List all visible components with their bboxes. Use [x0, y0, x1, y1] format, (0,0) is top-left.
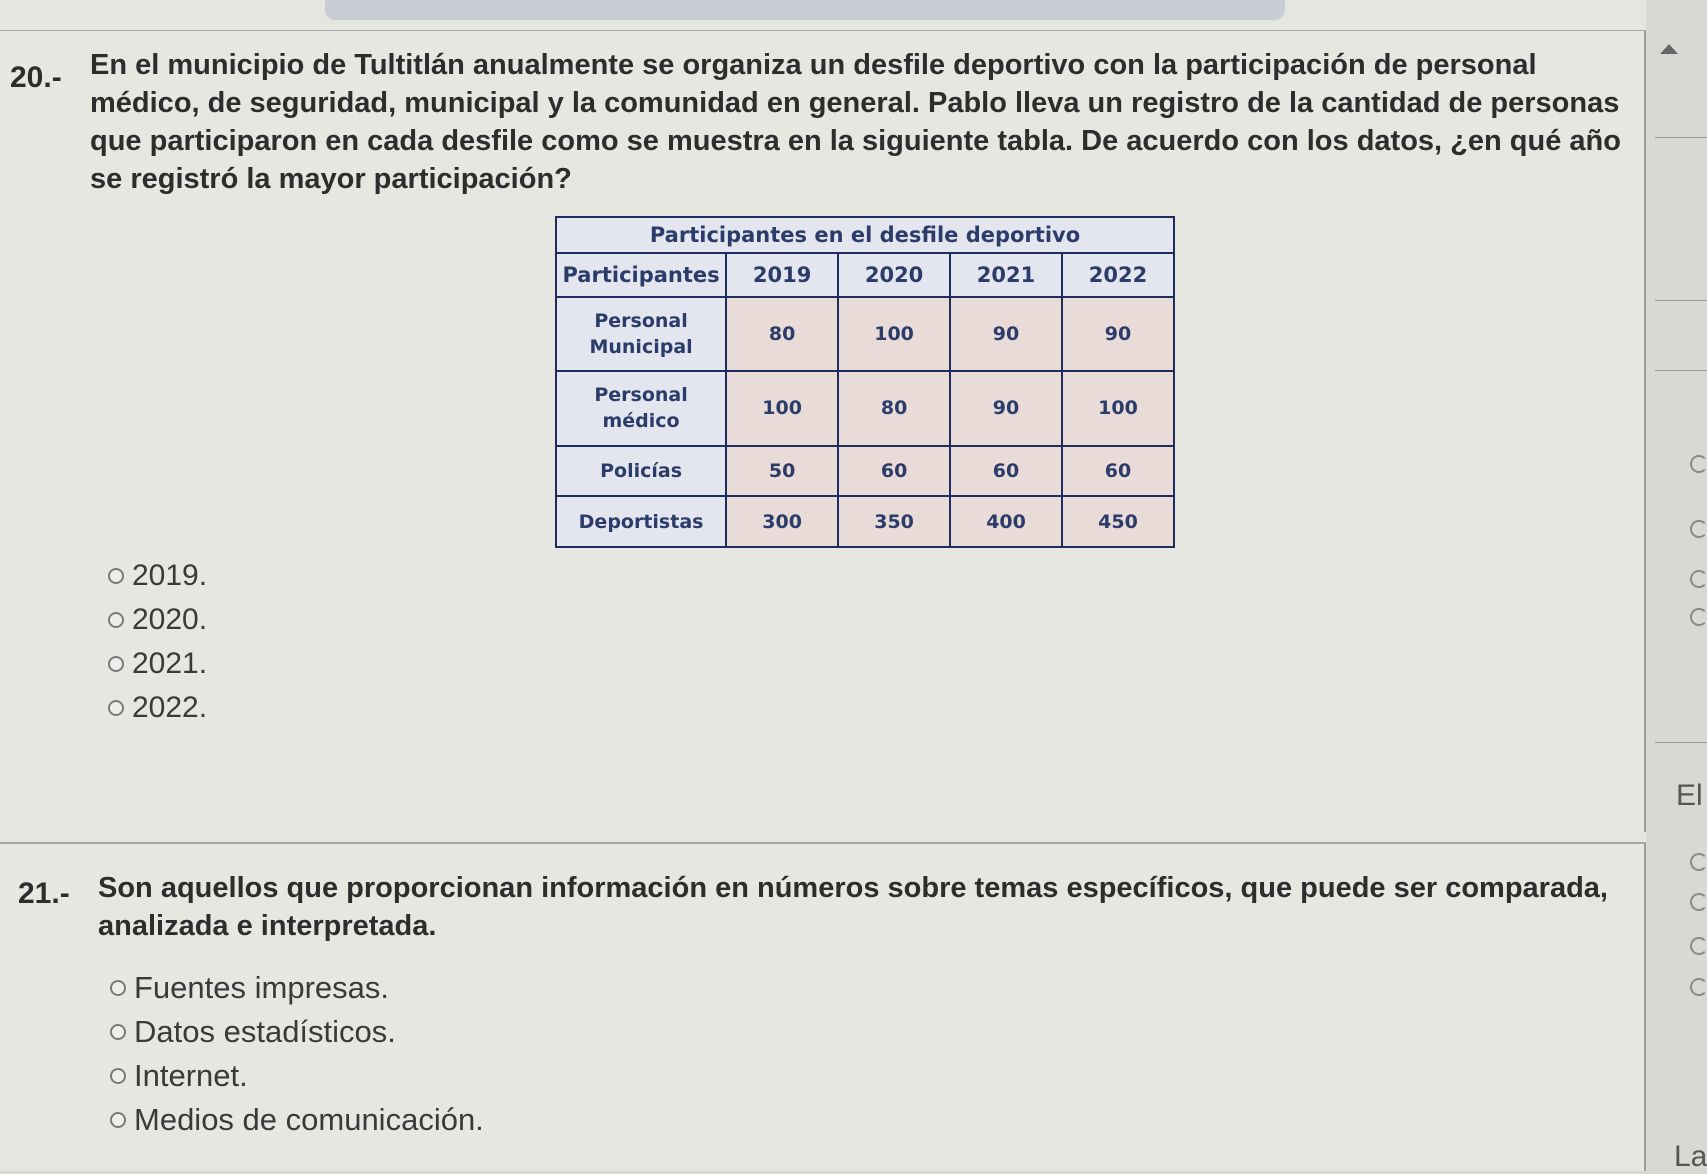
partial-radio-icon	[1690, 455, 1707, 473]
question-number: 21.-	[18, 877, 70, 910]
answer-option[interactable]	[108, 598, 207, 642]
table-cell: 300	[726, 496, 838, 547]
answer-options	[110, 966, 484, 1142]
option-label: 2021.	[132, 647, 208, 680]
table-cell: 90	[950, 371, 1062, 445]
table-row	[556, 297, 1174, 371]
answer-options	[108, 554, 207, 730]
table-cell: 50	[726, 446, 838, 497]
partial-radio-icon	[1690, 853, 1707, 871]
radio-button[interactable]	[110, 1024, 126, 1040]
partial-radio-icon	[1690, 520, 1707, 538]
answer-option[interactable]	[110, 1054, 484, 1098]
answer-option[interactable]	[108, 686, 207, 730]
partial-radio-icon	[1690, 978, 1707, 996]
option-label: 2022.	[132, 691, 208, 724]
question-text: En el municipio de Tultitlán anualmente se organiza un desfile deportivo con la participación de personal médico, de seguridad, municipal y la comunidad en general. Pablo lleva un registro de la cantidad de personas que participaron en cada desfile como se muestra en la siguiente tabla. De acuerdo con los datos, ¿en qué año se registró la mayor participación?	[90, 49, 1621, 195]
partial-radio-icon	[1690, 893, 1707, 911]
table-cell: 450	[1062, 496, 1174, 547]
edge-divider	[1655, 137, 1707, 138]
radio-button[interactable]	[110, 980, 126, 996]
row-label: Deportistas	[556, 496, 726, 547]
radio-button[interactable]	[110, 1112, 126, 1128]
column-header: 2021	[950, 253, 1062, 297]
column-header: 2019	[726, 253, 838, 297]
radio-button[interactable]	[108, 568, 124, 584]
table-cell: 60	[1062, 446, 1174, 497]
answer-option[interactable]	[110, 1098, 484, 1142]
edge-divider	[1655, 370, 1707, 371]
table-row	[556, 496, 1174, 547]
table-cell: 90	[1062, 297, 1174, 371]
table-cell: 100	[726, 371, 838, 445]
participants-table	[555, 216, 1175, 548]
column-header: Participantes	[556, 253, 726, 297]
row-label: Policías	[556, 446, 726, 497]
table-row	[556, 371, 1174, 445]
column-header: 2020	[838, 253, 950, 297]
radio-button[interactable]	[108, 656, 124, 672]
partial-edge-text: El	[1676, 779, 1703, 812]
table-cell: 100	[838, 297, 950, 371]
radio-button[interactable]	[108, 700, 124, 716]
browser-top-bar	[325, 0, 1285, 20]
table-cell: 100	[1062, 371, 1174, 445]
answer-option[interactable]	[110, 966, 484, 1010]
option-label: 2019.	[132, 559, 208, 592]
table-row	[556, 446, 1174, 497]
column-header: 2022	[1062, 253, 1174, 297]
question-text: Son aquellos que proporcionan información en números sobre temas específicos, que puede ser comparada, analizada e interpretada.	[98, 872, 1608, 942]
answer-option[interactable]	[110, 1010, 484, 1054]
partial-edge-text: La	[1674, 1140, 1707, 1173]
radio-button[interactable]	[110, 1068, 126, 1084]
edge-divider	[1655, 742, 1707, 743]
table-title: Participantes en el desfile deportivo	[555, 216, 1175, 252]
option-label: Fuentes impresas.	[134, 970, 389, 1005]
answer-option[interactable]	[108, 642, 207, 686]
question-number: 20.-	[10, 61, 62, 94]
option-label: Internet.	[134, 1058, 248, 1093]
partial-radio-icon	[1690, 937, 1707, 955]
table-cell: 60	[950, 446, 1062, 497]
scroll-up-arrow-icon[interactable]	[1660, 44, 1678, 54]
radio-button[interactable]	[108, 612, 124, 628]
table-cell: 80	[838, 371, 950, 445]
row-label: Personal Municipal	[556, 297, 726, 371]
table-cell: 400	[950, 496, 1062, 547]
table-cell: 60	[838, 446, 950, 497]
edge-divider	[1655, 300, 1707, 301]
table-cell: 350	[838, 496, 950, 547]
partial-radio-icon	[1690, 608, 1707, 626]
question-20-panel	[0, 30, 1646, 832]
partial-radio-icon	[1690, 570, 1707, 588]
option-label: Datos estadísticos.	[134, 1014, 396, 1049]
option-label: 2020.	[132, 603, 208, 636]
answer-option[interactable]	[108, 554, 207, 598]
table-cell: 80	[726, 297, 838, 371]
table-cell: 90	[950, 297, 1062, 371]
row-label: Personal médico	[556, 371, 726, 445]
option-label: Medios de comunicación.	[134, 1102, 484, 1137]
